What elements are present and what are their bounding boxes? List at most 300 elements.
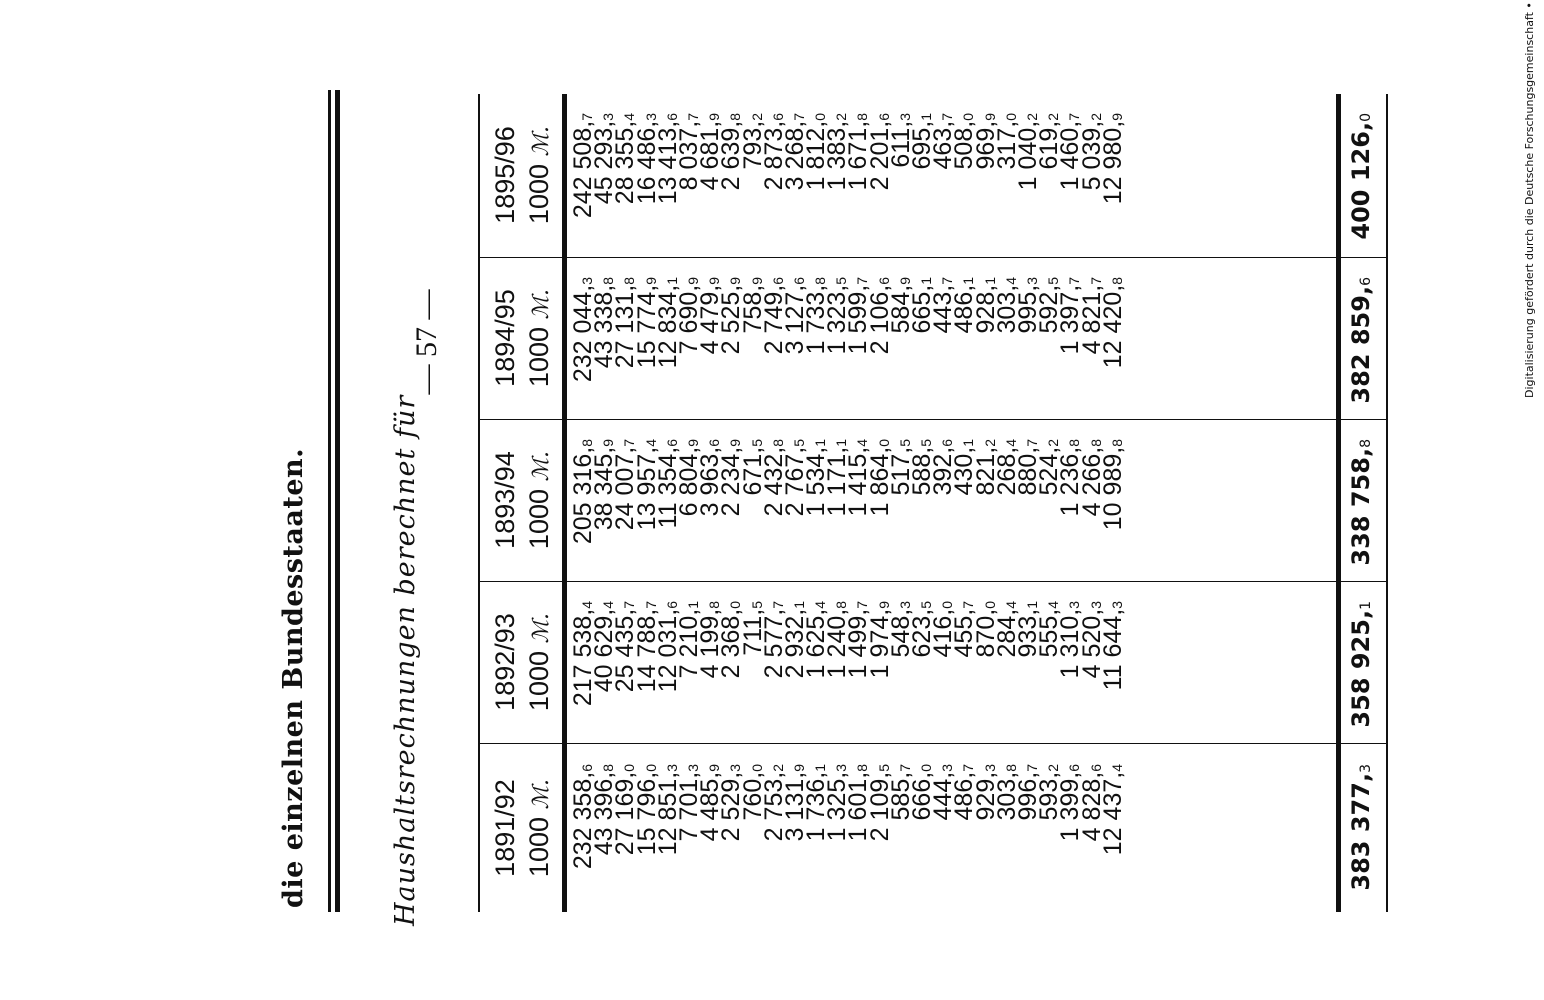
- cell-decimal: 4: [1002, 277, 1019, 285]
- cell-integer: 508: [950, 127, 979, 170]
- cell-integer: 870: [971, 615, 1000, 658]
- table-cell: 25 $435,_7$: [611, 601, 640, 693]
- cell-decimal: 7: [939, 277, 956, 285]
- cell-integer: 10 989: [1098, 453, 1127, 531]
- cell-decimal: 6: [939, 439, 956, 447]
- column-unit: 1000: [524, 816, 554, 878]
- cell-integer: 7 701: [674, 778, 703, 842]
- table-cell: 4 $821,_7$: [1077, 277, 1106, 355]
- cell-decimal: 7: [960, 601, 977, 609]
- table-cell: 43 $396,_8$: [590, 764, 619, 856]
- cell-decimal: 2: [1045, 439, 1062, 447]
- cell-decimal: 1: [684, 601, 701, 609]
- total-decimal: 6: [1358, 277, 1374, 286]
- table-cell: 12 $420,_8$: [1098, 277, 1127, 369]
- total-decimal: 0: [1358, 113, 1374, 122]
- cell-decimal: 0: [621, 764, 638, 772]
- cell-decimal: 4: [812, 601, 829, 609]
- cell-integer: 4 266: [1077, 453, 1106, 517]
- double-rule-top-right: [328, 90, 331, 348]
- cell-integer: 303: [992, 291, 1021, 334]
- table-cell: $928,_1$: [971, 277, 1000, 334]
- table-cell: 27 $131,_8$: [611, 277, 640, 369]
- table-cell: 2 $873,_6$: [759, 113, 788, 191]
- table-cell: 16 $486,_3$: [632, 113, 661, 205]
- cell-integer: 2 639: [717, 127, 746, 191]
- cell-integer: 28 355: [611, 127, 640, 205]
- table-cell: 232 $044,_3$: [569, 277, 597, 383]
- column-total: 400 $126,_0$: [1347, 113, 1375, 240]
- cell-integer: 793: [738, 127, 767, 170]
- table-cell: 242 $508,_7$: [569, 113, 597, 219]
- cell-integer: 486: [950, 778, 979, 821]
- cell-integer: 40 629: [590, 615, 619, 693]
- cell-integer: 4 479: [696, 291, 725, 355]
- cell-integer: 880: [1013, 453, 1042, 496]
- cell-decimal: 0: [918, 764, 934, 772]
- cell-decimal: 8: [1066, 439, 1083, 447]
- cell-integer: 1 460: [1056, 127, 1085, 191]
- table-cell: $444,_3$: [929, 764, 958, 821]
- cell-decimal: 6: [663, 113, 680, 121]
- cell-decimal: 4: [1045, 601, 1062, 609]
- table-cell: 1 $534,_1$: [802, 439, 831, 517]
- cell-decimal: 3: [1066, 601, 1083, 609]
- cell-integer: 11 644: [1098, 615, 1127, 691]
- cell-integer: 1 733: [802, 291, 831, 355]
- table-cell: 2 $529,_3$: [717, 764, 746, 842]
- cell-decimal: 0: [812, 113, 829, 121]
- table-cell: $933,_1$: [1013, 601, 1042, 658]
- cell-decimal: 4: [1002, 601, 1019, 609]
- table-cell: 45 $293,_3$: [590, 113, 619, 205]
- table-cell: $929,_3$: [971, 764, 1000, 821]
- cell-integer: 2 109: [865, 778, 894, 842]
- table-cell: 1 $325,_3$: [823, 764, 852, 842]
- cell-integer: 928: [971, 291, 1000, 334]
- column-unit-line: [522, 93, 559, 257]
- cell-decimal: 3: [896, 601, 913, 609]
- cell-integer: 13 957: [632, 453, 661, 531]
- column-unit-line: [522, 581, 559, 743]
- table-subheading: Haushaltsrechnungen berechnet für: [390, 394, 421, 926]
- cell-integer: 3 268: [780, 127, 809, 191]
- cell-decimal: 3: [579, 277, 595, 285]
- table-cell: $416,_0$: [929, 601, 958, 658]
- table-cell: $758,_9$: [738, 277, 767, 334]
- table-cell: $524,_2$: [1035, 439, 1064, 496]
- cell-integer: 1 383: [823, 127, 852, 191]
- cell-decimal: 2: [833, 113, 850, 121]
- column-header: [488, 93, 559, 257]
- table-cell: 5 $039,_2$: [1077, 113, 1106, 191]
- cell-decimal: 4: [1002, 439, 1019, 447]
- cell-integer: 666: [908, 778, 936, 821]
- cell-decimal: 8: [854, 113, 871, 121]
- digitization-credit: [1517, 2, 1543, 398]
- cell-decimal: 9: [706, 764, 723, 772]
- table-cell: 1 $599,_7$: [844, 277, 873, 355]
- cell-decimal: 9: [706, 113, 723, 121]
- table-cell: 1 $415,_4$: [844, 439, 873, 517]
- table-column: [478, 257, 1388, 420]
- cell-integer: 232 358: [569, 778, 597, 870]
- table-cell: 6 $804,_9$: [674, 439, 703, 517]
- column-year: 1893/94: [490, 451, 520, 549]
- cell-decimal: 9: [684, 439, 701, 447]
- table-cell: 217 $538,_4$: [569, 601, 597, 707]
- table-cell: 1 $240,_8$: [823, 601, 852, 679]
- cell-decimal: 1: [1023, 601, 1040, 609]
- cell-integer: 695: [908, 127, 936, 170]
- cell-decimal: 3: [600, 113, 617, 121]
- cell-decimal: 9: [706, 277, 723, 285]
- cell-decimal: 6: [1066, 764, 1083, 772]
- cell-integer: 1 736: [802, 778, 831, 842]
- cell-integer: 486: [950, 291, 979, 334]
- table-cell: 28 $355,_4$: [611, 113, 640, 205]
- table-cell: $821,_2$: [971, 439, 1000, 496]
- cell-decimal: 1: [663, 277, 680, 285]
- table-cell: $880,_7$: [1013, 439, 1042, 496]
- cell-decimal: 9: [727, 277, 744, 285]
- cell-integer: 12 851: [653, 778, 682, 856]
- table-cell: 4 $199,_8$: [696, 601, 725, 679]
- table-cell: $317,_0$: [992, 113, 1021, 170]
- table-cell: 2 $368,_0$: [717, 601, 746, 679]
- cell-decimal: 8: [600, 277, 617, 285]
- cell-decimal: 5: [896, 439, 913, 447]
- table-cell: 4 $681,_9$: [696, 113, 725, 191]
- cell-decimal: 7: [684, 113, 701, 121]
- cell-integer: 929: [971, 778, 1000, 821]
- cell-decimal: 5: [833, 277, 850, 285]
- cell-integer: 317: [992, 127, 1021, 170]
- total-integer: 383 377: [1347, 782, 1375, 891]
- cell-decimal: 8: [854, 764, 871, 772]
- cell-integer: 242 508: [569, 127, 597, 219]
- table-cell: $463,_7$: [929, 113, 958, 170]
- cell-decimal: 1: [812, 764, 829, 772]
- cell-integer: 2 577: [759, 615, 788, 679]
- cell-integer: 1 625: [802, 615, 831, 679]
- cell-decimal: 2: [1087, 113, 1104, 121]
- table-cell: 12 $437,_4$: [1098, 764, 1127, 856]
- cell-integer: 443: [929, 291, 958, 334]
- table-cell: $695,_1$: [908, 113, 936, 170]
- table-cell: $995,_3$: [1013, 277, 1042, 334]
- cell-decimal: 2: [769, 764, 786, 772]
- cell-integer: 15 796: [632, 778, 661, 856]
- cell-decimal: 8: [769, 439, 786, 447]
- table-cell: 1 $399,_6$: [1056, 764, 1085, 842]
- column-header: [488, 257, 559, 419]
- cell-integer: 392: [929, 453, 958, 496]
- cell-integer: 2 525: [717, 291, 746, 355]
- table-cell: $870,_0$: [971, 601, 1000, 658]
- cell-decimal: 0: [981, 601, 998, 609]
- cell-decimal: 8: [1087, 439, 1104, 447]
- total-integer: 382 859: [1347, 295, 1375, 404]
- cell-decimal: 4: [854, 439, 871, 447]
- table-cell: 2 $525,_9$: [717, 277, 746, 355]
- cell-decimal: 8: [1108, 439, 1125, 447]
- cell-integer: 1 534: [802, 453, 831, 517]
- cell-decimal: 1: [812, 439, 829, 447]
- cell-decimal: 3: [1108, 601, 1125, 609]
- table-cell: 1 $736,_1$: [802, 764, 831, 842]
- table-cell: 11 $644,_3$: [1098, 601, 1127, 691]
- cell-decimal: 6: [663, 601, 680, 609]
- table-cell: 1 $499,_7$: [844, 601, 873, 679]
- cell-decimal: 7: [769, 601, 786, 609]
- cell-decimal: 5: [1045, 277, 1062, 285]
- table-cell: $585,_7$: [886, 764, 915, 821]
- page-heading: die einzelnen Bundesstaaten.: [278, 447, 309, 908]
- column-total: 338 $758,_8$: [1347, 439, 1375, 566]
- cell-decimal: 8: [727, 113, 744, 121]
- cell-integer: 12 420: [1098, 291, 1127, 369]
- table-cell: 4 $828,_6$: [1077, 764, 1106, 842]
- cell-decimal: 1: [960, 277, 977, 285]
- cell-decimal: 8: [833, 601, 850, 609]
- table-cell: $508,_0$: [950, 113, 979, 170]
- cell-integer: 548: [886, 615, 915, 658]
- table-cell: 12 $980,_9$: [1098, 113, 1127, 205]
- cell-decimal: 7: [896, 764, 913, 772]
- table-cell: 2 $432,_8$: [759, 439, 788, 517]
- table-cell: 2 $753,_2$: [759, 764, 788, 842]
- column-values: [569, 113, 1127, 257]
- column-total: 358 $925,_1$: [1347, 601, 1375, 728]
- cell-integer: 1 240: [823, 615, 852, 679]
- table-cell: $671,_5$: [738, 439, 767, 496]
- table-cell: $430,_1$: [950, 439, 979, 496]
- table-cell: 12 $834,_1$: [653, 277, 682, 369]
- table-column: [478, 744, 1388, 912]
- cell-integer: 430: [950, 453, 979, 496]
- table-cell: 10 $989,_8$: [1098, 439, 1127, 531]
- cell-decimal: 2: [1023, 113, 1040, 121]
- cell-decimal: 2: [748, 113, 765, 121]
- cell-integer: 2 368: [717, 615, 746, 679]
- table-cell: $584,_9$: [886, 277, 915, 334]
- cell-decimal: 0: [748, 764, 765, 772]
- table-cell: $623,_5$: [908, 601, 936, 658]
- cell-decimal: 0: [875, 439, 892, 447]
- table-cell: $969,_9$: [971, 113, 1000, 170]
- cell-decimal: 1: [960, 439, 977, 447]
- cell-integer: 3 131: [780, 778, 809, 842]
- cell-decimal: 3: [833, 764, 850, 772]
- table-cell: 38 $345,_9$: [590, 439, 619, 531]
- cell-decimal: 7: [1023, 439, 1040, 447]
- table-cell: 43 $338,_8$: [590, 277, 619, 369]
- cell-decimal: 9: [1108, 113, 1125, 121]
- table-cell: $592,_5$: [1035, 277, 1064, 334]
- table-cell: $517,_5$: [886, 439, 915, 496]
- cell-integer: 593: [1035, 778, 1064, 821]
- cell-decimal: 3: [642, 113, 659, 121]
- table-cell: 14 $788,_7$: [632, 601, 661, 693]
- table-cell: $593,_2$: [1035, 764, 1064, 821]
- cell-integer: 14 788: [632, 615, 661, 693]
- cell-integer: 1 310: [1056, 615, 1085, 679]
- cell-integer: 13 413: [653, 127, 682, 205]
- table-cell: $303,_8$: [992, 764, 1021, 821]
- table-cell: 2 $109,_5$: [865, 764, 894, 842]
- table-cell: 2 $577,_7$: [759, 601, 788, 679]
- table-cell: 4 $485,_9$: [696, 764, 725, 842]
- cell-integer: 1 864: [865, 453, 894, 517]
- table-cell: $793,_2$: [738, 113, 767, 170]
- cell-integer: 1 397: [1056, 291, 1085, 355]
- total-decimal: 3: [1358, 764, 1374, 773]
- cell-integer: 7 690: [674, 291, 703, 355]
- cell-decimal: 4: [621, 113, 638, 121]
- cell-decimal: 0: [960, 113, 977, 121]
- table-cell: 27 $169,_0$: [611, 764, 640, 856]
- cell-decimal: 6: [769, 277, 786, 285]
- column-values: [569, 764, 1127, 912]
- cell-decimal: 9: [684, 277, 701, 285]
- cell-integer: 24 007: [611, 453, 640, 531]
- column-year: 1895/96: [490, 126, 520, 224]
- cell-integer: 671: [738, 453, 767, 496]
- table-cell: 12 $031,_6$: [653, 601, 682, 693]
- cell-integer: 1 499: [844, 615, 873, 679]
- cell-decimal: 8: [1002, 764, 1019, 772]
- cell-decimal: 3: [684, 764, 701, 772]
- cell-integer: 584: [886, 291, 915, 334]
- cell-integer: 758: [738, 291, 767, 334]
- table-cell: 7 $210,_1$: [674, 601, 703, 679]
- cell-decimal: 9: [642, 277, 659, 285]
- column-unit-line: [522, 419, 559, 581]
- cell-integer: 25 435: [611, 615, 640, 693]
- cell-integer: 1 323: [823, 291, 852, 355]
- table-cell: 1 $460,_7$: [1056, 113, 1085, 191]
- cell-decimal: 0: [1002, 113, 1019, 121]
- table-cell: 2 $106,_6$: [865, 277, 894, 355]
- cell-decimal: 3: [1023, 277, 1040, 285]
- cell-decimal: 2: [1045, 764, 1062, 772]
- column-year: 1892/93: [490, 613, 520, 711]
- table-cell: 7 $701,_3$: [674, 764, 703, 842]
- cell-decimal: 5: [790, 439, 807, 447]
- cell-decimal: 4: [600, 601, 617, 609]
- double-rule-bottom: [335, 330, 340, 912]
- column-header: [488, 419, 559, 581]
- table-cell: $760,_0$: [738, 764, 767, 821]
- cell-integer: 416: [929, 615, 958, 658]
- cell-integer: 2 201: [865, 127, 894, 191]
- cell-integer: 1 812: [802, 127, 831, 191]
- cell-decimal: 0: [939, 601, 956, 609]
- table-cell: 2 $639,_8$: [717, 113, 746, 191]
- cell-decimal: 6: [769, 113, 786, 121]
- cell-integer: 12 031: [653, 615, 682, 693]
- cell-integer: 619: [1035, 127, 1064, 170]
- cell-decimal: 0: [727, 601, 744, 609]
- cell-integer: 7 210: [674, 615, 703, 679]
- cell-integer: 38 345: [590, 453, 619, 531]
- cell-decimal: 4: [642, 439, 659, 447]
- column-unit-line: [522, 744, 559, 912]
- column-unit: 1000: [524, 326, 554, 388]
- cell-integer: 588: [908, 453, 936, 496]
- column-unit-mark: ℳ.: [529, 612, 554, 644]
- cell-decimal: 0: [642, 764, 659, 772]
- table-column: [478, 419, 1388, 582]
- table-cell: 1 $733,_8$: [802, 277, 831, 355]
- column-values: [569, 277, 1127, 419]
- cell-decimal: 3: [663, 764, 680, 772]
- table-column: [478, 93, 1388, 258]
- table-cell: 1 $236,_8$: [1056, 439, 1085, 517]
- table-cell: $619,_2$: [1035, 113, 1064, 170]
- total-decimal: 1: [1358, 601, 1374, 610]
- cell-integer: 11 354: [653, 453, 682, 529]
- cell-decimal: 9: [875, 601, 892, 609]
- cell-integer: 711: [738, 615, 767, 656]
- cell-decimal: 1: [790, 601, 807, 609]
- column-unit: 1000: [524, 650, 554, 712]
- column-year: 1891/92: [490, 779, 520, 877]
- credit-text: Digitalisierung gefördert durch die Deutsche Forschungsgemeinschaft •: [1523, 2, 1536, 398]
- table-cell: 1 $671,_8$: [844, 113, 873, 191]
- cell-decimal: 7: [642, 601, 659, 609]
- column-unit: 1000: [524, 488, 554, 550]
- cell-decimal: 1: [918, 113, 934, 121]
- cell-integer: 2 873: [759, 127, 788, 191]
- cell-integer: 1 599: [844, 291, 873, 355]
- cell-decimal: 6: [875, 113, 892, 121]
- cell-integer: 232 044: [569, 291, 597, 383]
- cell-decimal: 5: [748, 601, 765, 609]
- cell-decimal: 5: [875, 764, 892, 772]
- cell-decimal: 6: [579, 764, 595, 772]
- cell-decimal: 5: [918, 439, 934, 447]
- cell-decimal: 6: [1087, 764, 1104, 772]
- table-cell: 13 $413,_6$: [653, 113, 682, 205]
- column-unit-line: [522, 257, 559, 419]
- column-total: 383 $377,_3$: [1347, 764, 1375, 891]
- cell-integer: 4 199: [696, 615, 725, 679]
- cell-integer: 4 485: [696, 778, 725, 842]
- cell-decimal: 3: [896, 113, 913, 121]
- page-number: — 57 —: [410, 289, 443, 395]
- cell-decimal: 8: [706, 601, 723, 609]
- column-unit-mark: ℳ.: [529, 778, 554, 810]
- cell-integer: 444: [929, 778, 958, 821]
- cell-decimal: 7: [854, 601, 871, 609]
- table-cell: 1 $625,_4$: [802, 601, 831, 679]
- cell-decimal: 7: [790, 113, 807, 121]
- table-cell: 1 $040,_2$: [1013, 113, 1042, 191]
- table-cell: 232 $358,_6$: [569, 764, 597, 870]
- cell-decimal: 9: [600, 439, 617, 447]
- cell-integer: 623: [908, 615, 936, 658]
- cell-decimal: 3: [727, 764, 744, 772]
- cell-integer: 2 529: [717, 778, 746, 842]
- table-cell: $284,_4$: [992, 601, 1021, 658]
- cell-integer: 2 234: [717, 453, 746, 517]
- cell-integer: 1 601: [844, 778, 873, 842]
- cell-integer: 4 821: [1077, 291, 1106, 355]
- cell-integer: 1 040: [1013, 127, 1042, 191]
- table-cell: 1 $601,_8$: [844, 764, 873, 842]
